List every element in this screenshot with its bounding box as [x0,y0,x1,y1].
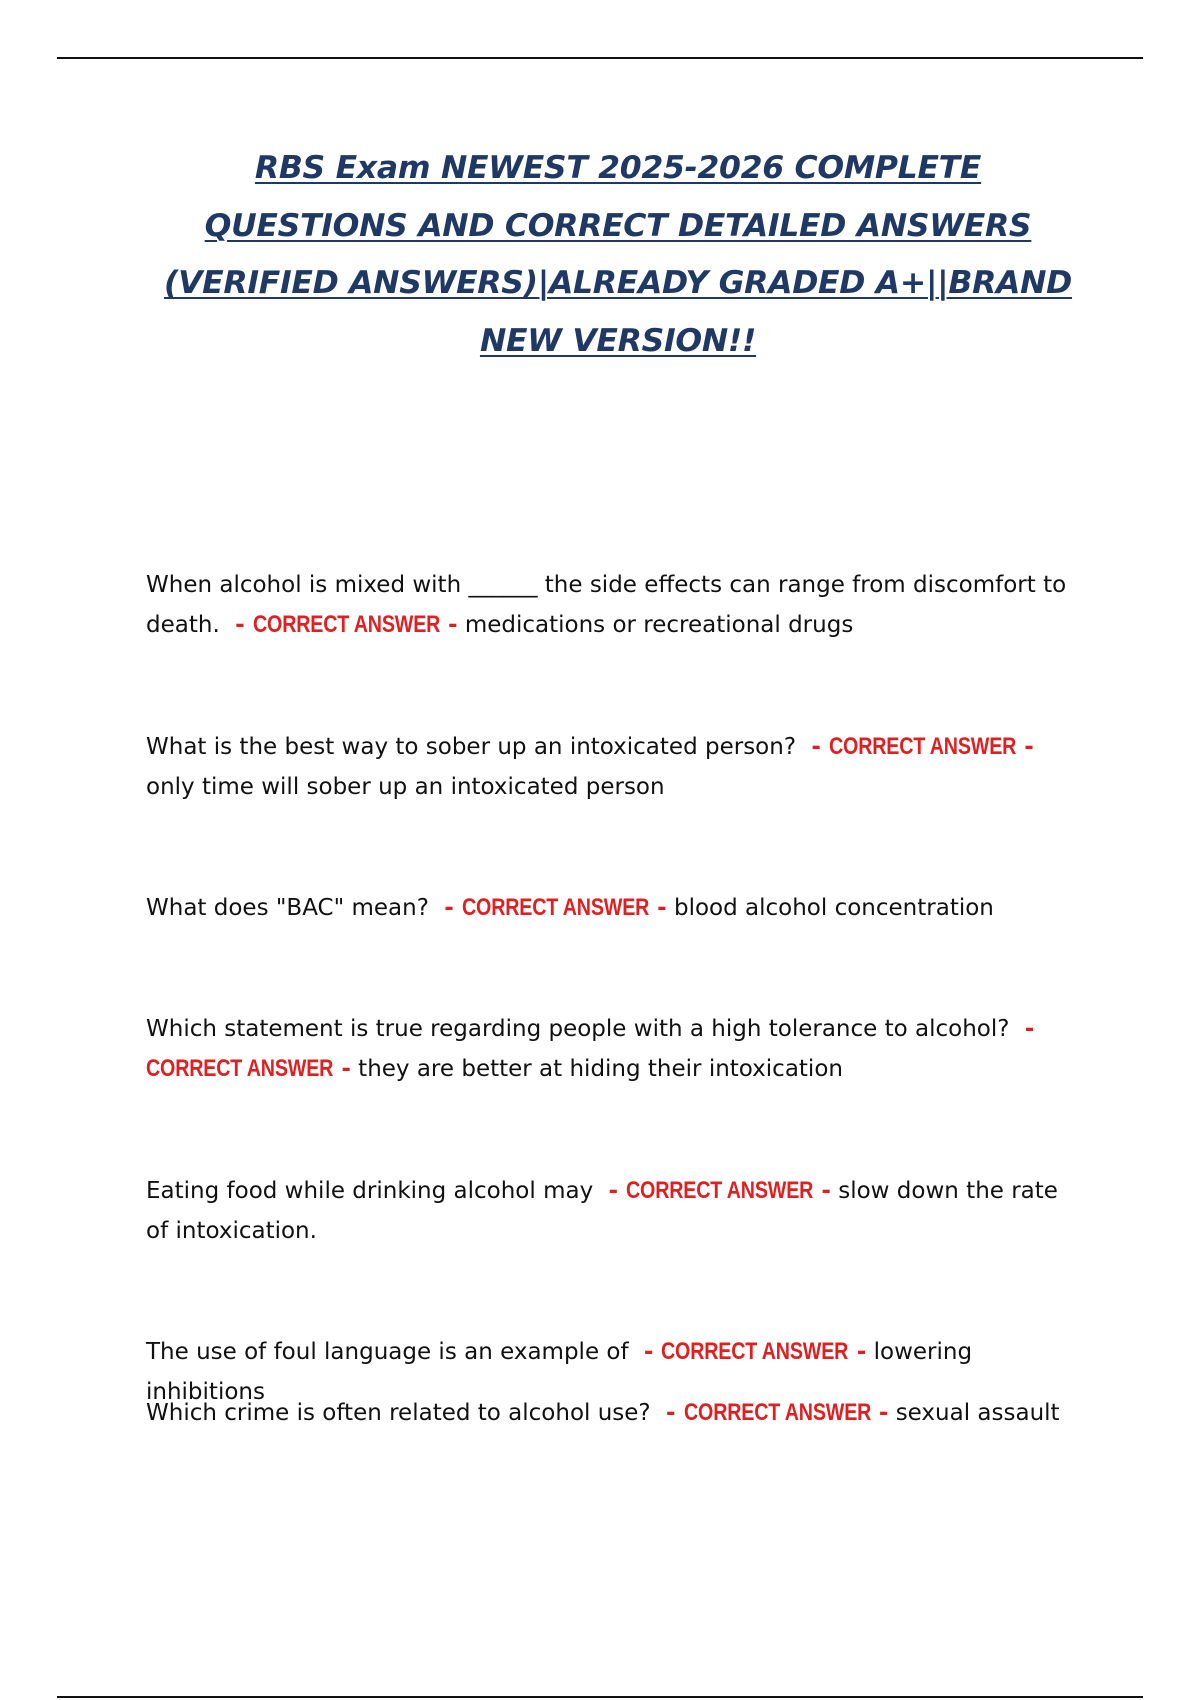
separator: - [447,612,458,638]
answer-text: only time will sober up an intoxicated person [146,774,665,800]
correct-answer-label: CORRECT ANSWER [146,1055,334,1082]
separator: - [657,895,667,921]
document-title: RBS Exam NEWEST 2025-2026 COMPLETE QUESTIONS AND CORRECT DETAILED ANSWERS (VERIFIED ANSWERS)|ALREADY GRADED A+||BRAND NEW VERSION!! [163,150,1073,359]
answer-text: medications or recreational drugs [464,612,854,638]
bottom-rule [57,1696,1143,1698]
correct-answer-label: CORRECT ANSWER [252,611,440,638]
separator: - [803,734,829,760]
qa-item [146,1009,1086,1089]
qa-item [146,888,1086,928]
correct-answer-label: CORRECT ANSWER [461,894,650,921]
answer-text: sexual assault [895,1400,1060,1426]
separator: - [856,1339,867,1365]
qa-item [146,1171,1086,1251]
question-text: When alcohol is mixed with ______ the side effects can range from discomfort to death. [146,572,1067,638]
question-text: What does "BAC" mean? [146,895,429,921]
correct-answer-label: CORRECT ANSWER [626,1177,814,1204]
separator: - [1024,734,1034,760]
correct-answer-label: CORRECT ANSWER [661,1338,849,1365]
question-text: Eating food while drinking alcohol may [146,1178,594,1204]
question-text: The use of foul language is an example of [146,1339,629,1365]
separator: - [635,1339,662,1365]
separator: - [341,1056,351,1082]
separator: - [878,1400,889,1426]
separator: - [821,1178,831,1204]
separator: - [600,1178,627,1204]
separator: - [657,1400,684,1426]
correct-answer-label: CORRECT ANSWER [683,1399,871,1426]
correct-answer-label: CORRECT ANSWER [828,733,1017,760]
question-text: Which statement is true regarding people with a high tolerance to alcohol? [146,1016,1010,1042]
answer-text: blood alcohol concentration [673,895,994,921]
answer-text: they are better at hiding their intoxication [358,1056,843,1082]
answer-text: slow down the rate of intoxication. [146,1178,1058,1244]
separator: - [436,895,462,921]
qa-item [146,565,1086,645]
separator: - [227,612,253,638]
qa-item [146,1393,1086,1433]
separator: - [1016,1016,1035,1042]
question-text: Which crime is often related to alcohol use? [146,1400,651,1426]
qa-item [146,727,1086,807]
top-rule [57,57,1143,59]
question-text: What is the best way to sober up an intoxicated person? [146,734,797,760]
answer-text: lowering inhibitions [146,1339,973,1405]
